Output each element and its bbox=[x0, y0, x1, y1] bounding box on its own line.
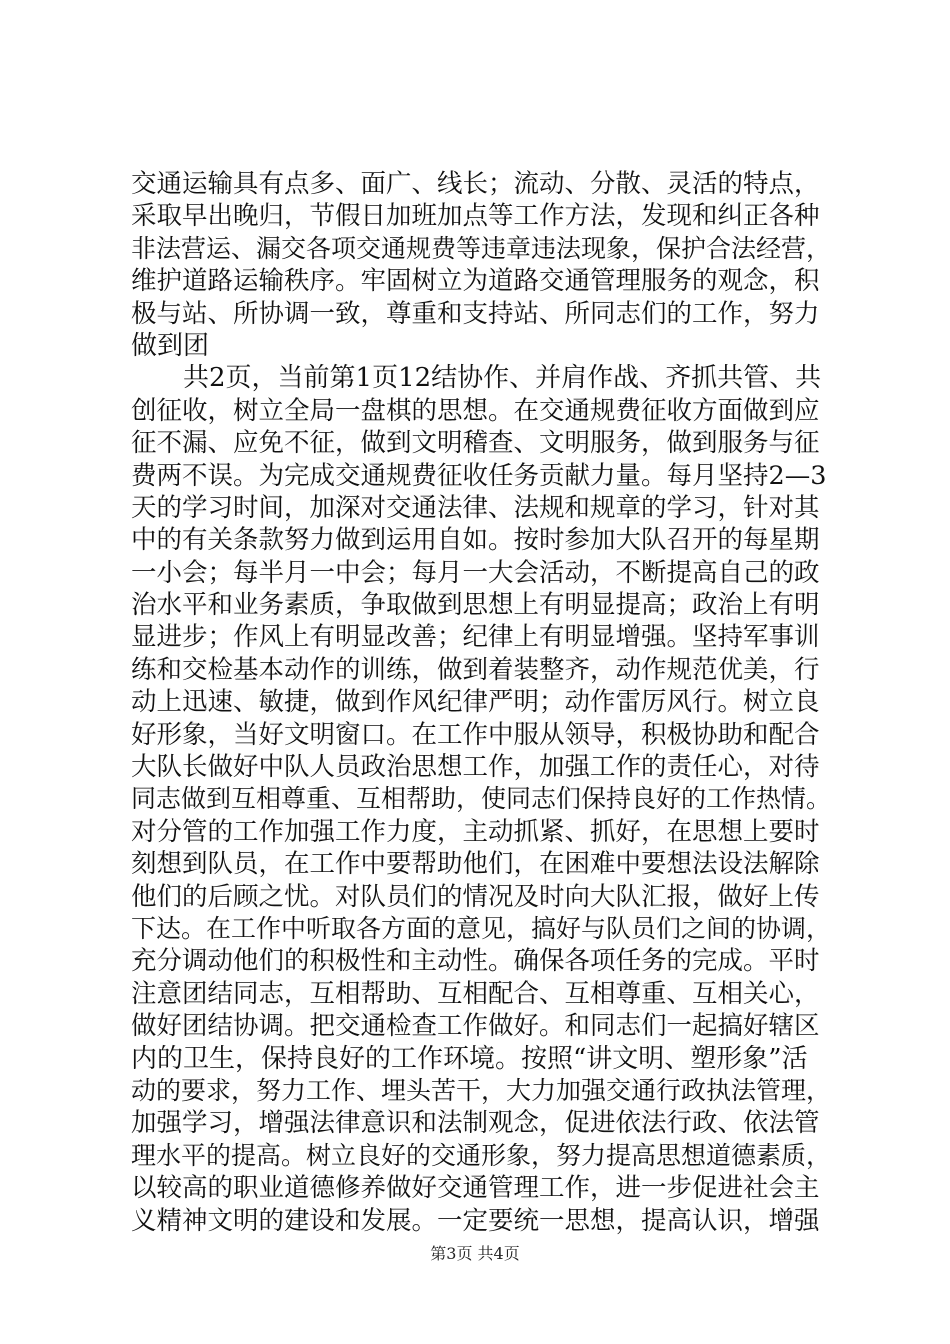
text-line: 好形象，当好文明窗口。在工作中服从领导，积极协助和配合 bbox=[131, 719, 820, 750]
text-line: 非法营运、漏交各项交通规费等违章违法现象，保护合法经营， bbox=[131, 233, 831, 263]
text-line: 大队长做好中队人员政治思想工作，加强工作的责任心，对待 bbox=[131, 752, 820, 783]
text-line: 显进步；作风上有明显改善；纪律上有明显增强。坚持军事训 bbox=[131, 622, 820, 653]
text-line: 内的卫生，保持良好的工作环境。按照“讲文明、塑形象”活 bbox=[131, 1043, 808, 1074]
text-line: 做好团结协调。把交通检查工作做好。和同志们一起搞好辖区 bbox=[131, 1011, 820, 1042]
text-line: 对分管的工作加强工作力度，主动抓紧、抓好，在思想上要时 bbox=[131, 816, 820, 847]
text-line: 采取早出晚归，节假日加班加点等工作方法，发现和纠正各种 bbox=[131, 201, 820, 232]
text-line: 练和交检基本动作的训练，做到着装整齐，动作规范优美，行 bbox=[131, 654, 820, 685]
text-line: 刻想到队员，在工作中要帮助他们，在困难中要想法设法解除 bbox=[131, 849, 820, 880]
body-text bbox=[131, 168, 831, 1237]
text-line: 征不漏、应免不征，做到文明稽查、文明服务，做到服务与征 bbox=[131, 428, 820, 459]
text-line: 以较高的职业道德修养做好交通管理工作，进一步促进社会主 bbox=[131, 1173, 820, 1204]
text-line: 加强学习，增强法律意识和法制观念，促进依法行政、依法管 bbox=[131, 1108, 820, 1139]
text-line: 一小会；每半月一中会；每月一大会活动，不断提高自己的政 bbox=[131, 557, 820, 588]
text-line: 充分调动他们的积极性和主动性。确保各项任务的完成。平时 bbox=[131, 946, 820, 977]
text-line: 维护道路运输秩序。牢固树立为道路交通管理服务的观念，积 bbox=[131, 266, 820, 297]
page-footer: 第3页 共4页 bbox=[430, 1244, 520, 1263]
text-line: 创征收，树立全局一盘棋的思想。在交通规费征收方面做到应 bbox=[131, 395, 820, 426]
text-line: 交通运输具有点多、面广、线长；流动、分散、灵活的特点， bbox=[131, 169, 820, 199]
text-line: 极与站、所协调一致，尊重和支持站、所同志们的工作，努力 bbox=[131, 298, 820, 329]
text-line: 共2页，当前第1页12结协作、并肩作战、齐抓共管、共 bbox=[131, 363, 822, 394]
text-line: 同志做到互相尊重、互相帮助，使同志们保持良好的工作热情。 bbox=[131, 784, 831, 814]
text-line: 注意团结同志，互相帮助、互相配合、互相尊重、互相关心， bbox=[131, 978, 820, 1009]
text-line: 动上迅速、敏捷，做到作风纪律严明；动作雷厉风行。树立良 bbox=[131, 687, 820, 718]
text-line: 理水平的提高。树立良好的交通形象，努力提高思想道德素质， bbox=[131, 1140, 831, 1170]
text-line: 动的要求，努力工作、埋头苦干，大力加强交通行政执法管理， bbox=[131, 1075, 831, 1105]
text-line: 下达。在工作中听取各方面的意见，搞好与队员们之间的协调， bbox=[131, 913, 831, 943]
text-line: 费两不误。为完成交通规费征收任务贡献力量。每月坚持2—3 bbox=[131, 460, 827, 491]
text-line: 做到团 bbox=[131, 330, 210, 361]
text-line: 他们的后顾之忧。对队员们的情况及时向大队汇报，做好上传 bbox=[131, 881, 820, 912]
text-line: 天的学习时间，加深对交通法律、法规和规章的学习，针对其 bbox=[131, 492, 820, 523]
text-line: 义精神文明的建设和发展。一定要统一思想，提高认识，增强 bbox=[131, 1205, 820, 1236]
text-line: 治水平和业务素质，争取做到思想上有明显提高；政治上有明 bbox=[131, 590, 820, 621]
text-line: 中的有关条款努力做到运用自如。按时参加大队召开的每星期 bbox=[131, 525, 820, 556]
